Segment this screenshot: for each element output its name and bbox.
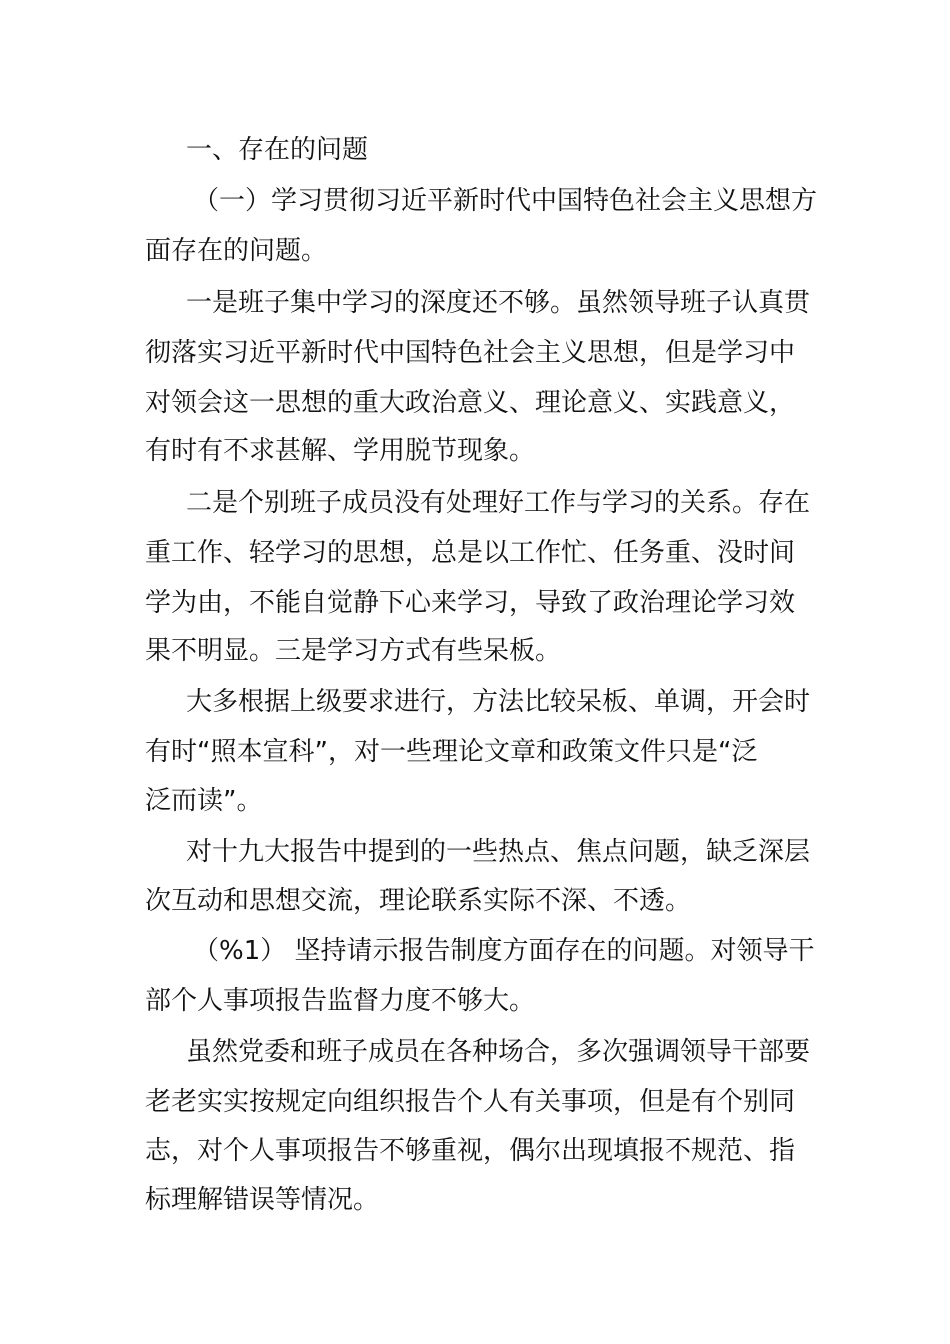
paragraph-line: 有时有不求甚解、学用脱节现象。 [145, 436, 536, 466]
paragraph-line: 学为由，不能自觉静下心来学习，导致了政治理论学习效 [145, 588, 796, 618]
paragraph-line: 泛而读”。 [145, 786, 263, 816]
paragraph-line: 虽然党委和班子成员在各种场合，多次强调领导干部要 [186, 1037, 811, 1067]
paragraph-line: 对领会这一思想的重大政治意义、理论意义、实践意义， [145, 388, 796, 418]
subsection-heading-2: （%1） 坚持请示报告制度方面存在的问题。对领导干 [193, 936, 815, 966]
paragraph-line: 大多根据上级要求进行，方法比较呆板、单调，开会时 [186, 687, 811, 717]
subsection-heading-1: （一）学习贯彻习近平新时代中国特色社会主义思想方 [193, 186, 818, 216]
paragraph-line: 有时“照本宣科”，对一些理论文章和政策文件只是“泛 [145, 737, 758, 767]
paragraph-line: 二是个别班子成员没有处理好工作与学习的关系。存在 [186, 488, 811, 518]
paragraph-line: 一是班子集中学习的深度还不够。虽然领导班子认真贯 [186, 288, 811, 318]
paragraph-line: 对十九大报告中提到的一些热点、焦点问题，缺乏深层 [186, 837, 811, 867]
paragraph-line: 面存在的问题。 [145, 236, 328, 266]
paragraph-line: 果不明显。三是学习方式有些呆板。 [145, 636, 562, 666]
section-heading: 一、存在的问题 [186, 135, 369, 165]
paragraph-line: 彻落实习近平新时代中国特色社会主义思想，但是学习中 [145, 338, 796, 368]
paragraph-line: 次互动和思想交流，理论联系实际不深、不透。 [145, 886, 692, 916]
paragraph-line: 志，对个人事项报告不够重视，偶尔出现填报不规范、指 [145, 1136, 796, 1166]
paragraph-line: 老老实实按规定向组织报告个人有关事项，但是有个别同 [145, 1087, 796, 1117]
paragraph-line: 标理解错误等情况。 [145, 1185, 380, 1215]
paragraph-line: 部个人事项报告监督力度不够大。 [145, 986, 536, 1016]
paragraph-line: 重工作、轻学习的思想，总是以工作忙、任务重、没时间 [145, 538, 796, 568]
